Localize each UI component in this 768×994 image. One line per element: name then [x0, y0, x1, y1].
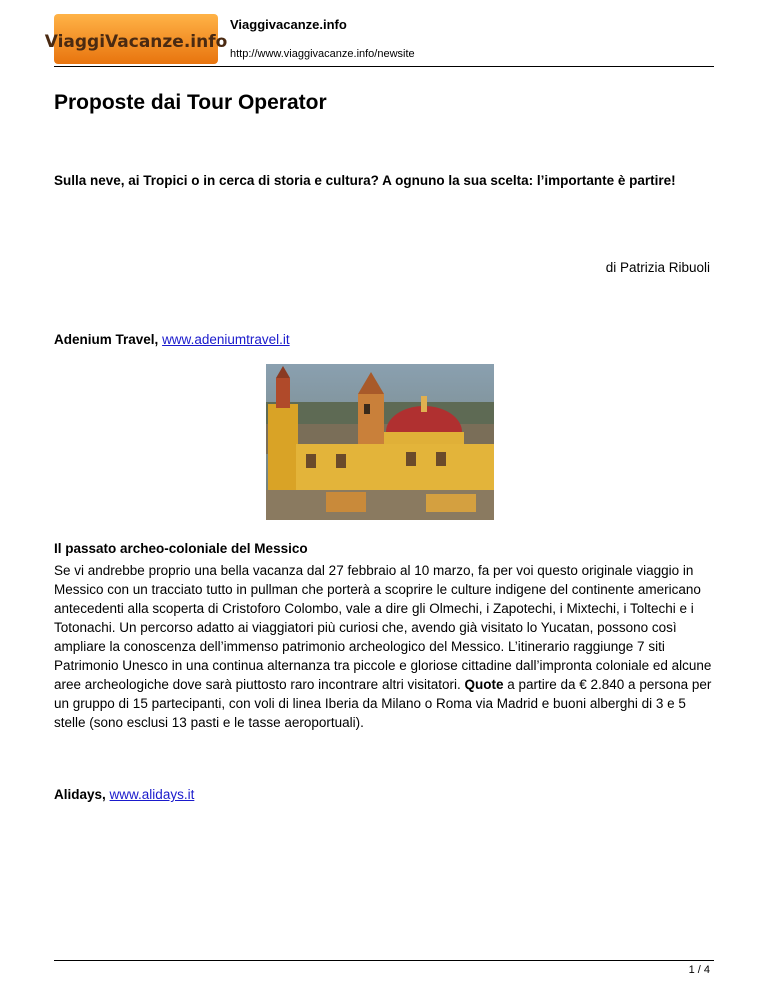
logo-text: ViaggiVacanze.info — [44, 32, 228, 52]
site-url[interactable]: http://www.viaggivacanze.info/newsite — [230, 48, 415, 60]
price-label: Quote — [464, 677, 504, 692]
site-name: Viaggivacanze.info — [230, 17, 347, 32]
tour-operator-heading-2 — [54, 787, 194, 802]
article-author: di Patrizia Ribuoli — [605, 260, 710, 275]
tour-operator-name: Adenium Travel, — [54, 332, 159, 347]
tour-operator-name-2: Alidays, — [54, 787, 106, 802]
tour-operator-heading — [54, 332, 290, 347]
paragraph-text-continued: a partire da € 2.840 a persona per un gruppo di 15 partecipanti, con voli di linea Iberia da Milano o Roma via Madrid e buoni alberghi di 3 e 5 stelle (sono esclusi 13 pasti e le tasse aeroportuali). — [54, 677, 712, 730]
site-logo[interactable] — [44, 14, 228, 64]
section-heading: Il passato archeo-coloniale del Messico — [54, 541, 308, 556]
header-divider — [54, 66, 714, 67]
page-header — [44, 10, 714, 68]
footer-divider — [54, 960, 714, 961]
paragraph-text: Se vi andrebbe proprio una bella vacanza dal 27 febbraio al 10 marzo, fa per voi questo originale viaggio in Messico con un tracciato tutto in pullman che porterà a scoprire le culture indigene del continente americano antecedenti alla scoperta di Cristoforo Colombo, vale a dire gli Olmechi, i Zapotechi, i Mixtechi, i Toltechi e i Totonachi. Un percorso adatto ai viaggiatori più curiosi che, avendo già visitato lo Yucatan, possono così ampliare la conoscenza dell’immenso patrimonio archeologico del Messico. L’itinerario raggiunge 7 siti Patrimonio Unesco in una continua alternanza tra piccole e gloriose cittadine dall’impronta coloniale ed alcune aree archeologiche dove sarà piuttosto raro incontrare altri visitatori. — [54, 563, 712, 692]
article-paragraph — [54, 561, 719, 732]
article-subtitle: Sulla neve, ai Tropici o in cerca di storia e cultura? A ognuno la sua scelta: l’importante è partire! — [54, 173, 676, 188]
tour-operator-link-2[interactable]: www.alidays.it — [109, 787, 195, 802]
tour-operator-link[interactable]: www.adeniumtravel.it — [162, 332, 290, 347]
page-number: 1 / 4 — [688, 964, 710, 976]
page-title: Proposte dai Tour Operator — [54, 91, 327, 114]
mexico-cathedral-photo — [266, 364, 494, 520]
